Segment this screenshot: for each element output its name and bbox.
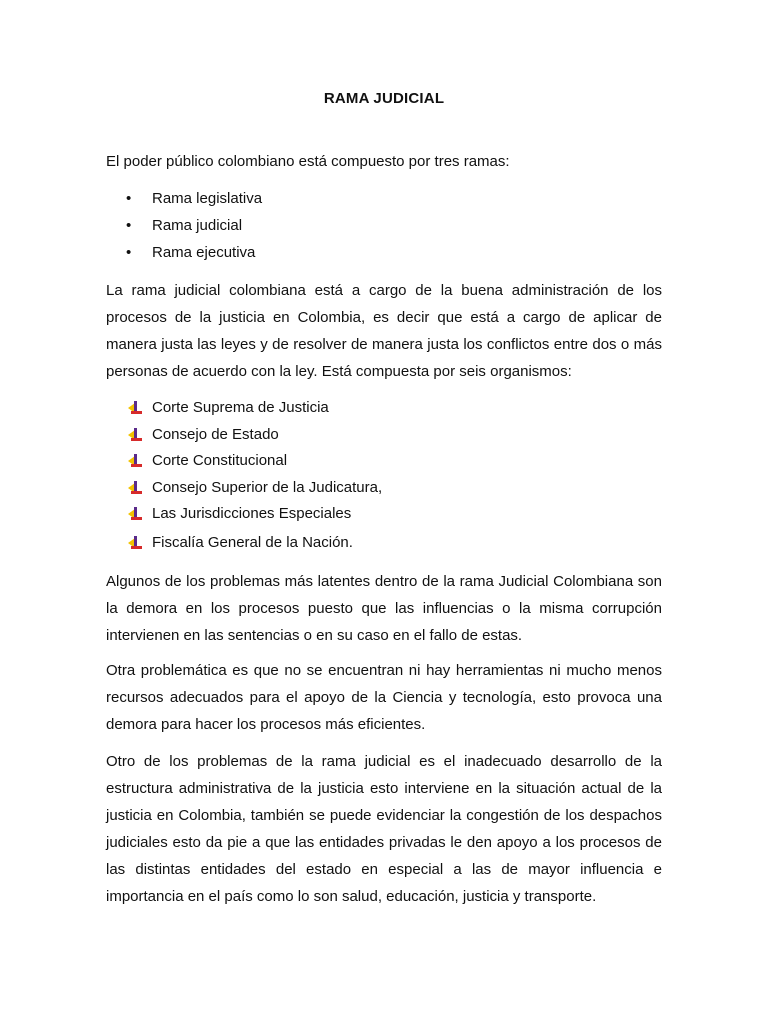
list-item-label: Rama judicial — [152, 217, 243, 234]
list-item-label: Las Jurisdicciones Especiales — [152, 505, 352, 523]
list-item — [106, 395, 382, 422]
list-item — [106, 422, 382, 449]
administrative-paragraph: Otro de los problemas de la rama judicial es el inadecuado desarrollo de la estructura administrativa de la justicia esto interviene en la situación actual de la justicia en Colombia, también se puede evidenciar la congestión de los despachos judiciales esto da pie a que las entidades privadas le den apoyo a los procesos de las distintas entidades del estado en especial a las de mayor influencia e importancia en el país como lo son salud, educación, justicia y transporte. — [106, 753, 662, 905]
list-item — [106, 239, 262, 266]
list-item — [106, 185, 262, 212]
arrow-bullet-icon — [128, 428, 142, 442]
branches-list — [106, 185, 262, 266]
list-item-label: Consejo Superior de la Judicatura, — [152, 478, 383, 496]
list-item — [106, 212, 262, 239]
intro-paragraph: El poder público colombiano está compuesto por tres ramas: — [106, 153, 510, 170]
arrow-bullet-icon — [128, 401, 142, 415]
judicial-description-paragraph: La rama judicial colombiana está a cargo de la buena administración de los procesos de la justicia en Colombia, es decir que está a cargo de aplicar de manera justa las leyes y de resolver de manera justa los conflictos entre dos o más personas de acuerdo con la ley. Está compuesta por seis organismos: — [106, 282, 662, 380]
list-item-label: Consejo de Estado — [152, 425, 279, 443]
list-item — [106, 475, 382, 502]
technology-paragraph: Otra problemática es que no se encuentran ni hay herramientas ni mucho menos recursos adecuados para el apoyo de la Ciencia y tecnología, esto provoca una demora para hacer los procesos más eficientes. — [106, 662, 662, 733]
list-item — [106, 530, 382, 557]
document-title: RAMA JUDICIAL — [323, 90, 445, 107]
bullet-dot-icon: • — [126, 244, 132, 261]
list-item — [106, 501, 382, 528]
arrow-bullet-icon — [128, 454, 142, 468]
list-item-label: Rama ejecutiva — [152, 244, 256, 261]
arrow-bullet-icon — [128, 536, 142, 550]
arrow-bullet-icon — [128, 481, 142, 495]
organisms-list — [106, 395, 382, 557]
problems-paragraph: Algunos de los problemas más latentes dentro de la rama Judicial Colombiana son la demora en los procesos puesto que las influencias o la misma corrupción intervienen en las sentencias o en su caso en el fallo de estas. — [106, 573, 662, 644]
list-item-label: Corte Constitucional — [152, 452, 288, 470]
list-item-label: Fiscalía General de la Nación. — [152, 533, 353, 551]
bullet-dot-icon: • — [126, 217, 132, 234]
list-item — [106, 448, 382, 475]
arrow-bullet-icon — [128, 507, 142, 521]
list-item-label: Corte Suprema de Justicia — [152, 399, 329, 416]
bullet-dot-icon: • — [126, 190, 132, 207]
list-item-label: Rama legislativa — [152, 190, 263, 207]
